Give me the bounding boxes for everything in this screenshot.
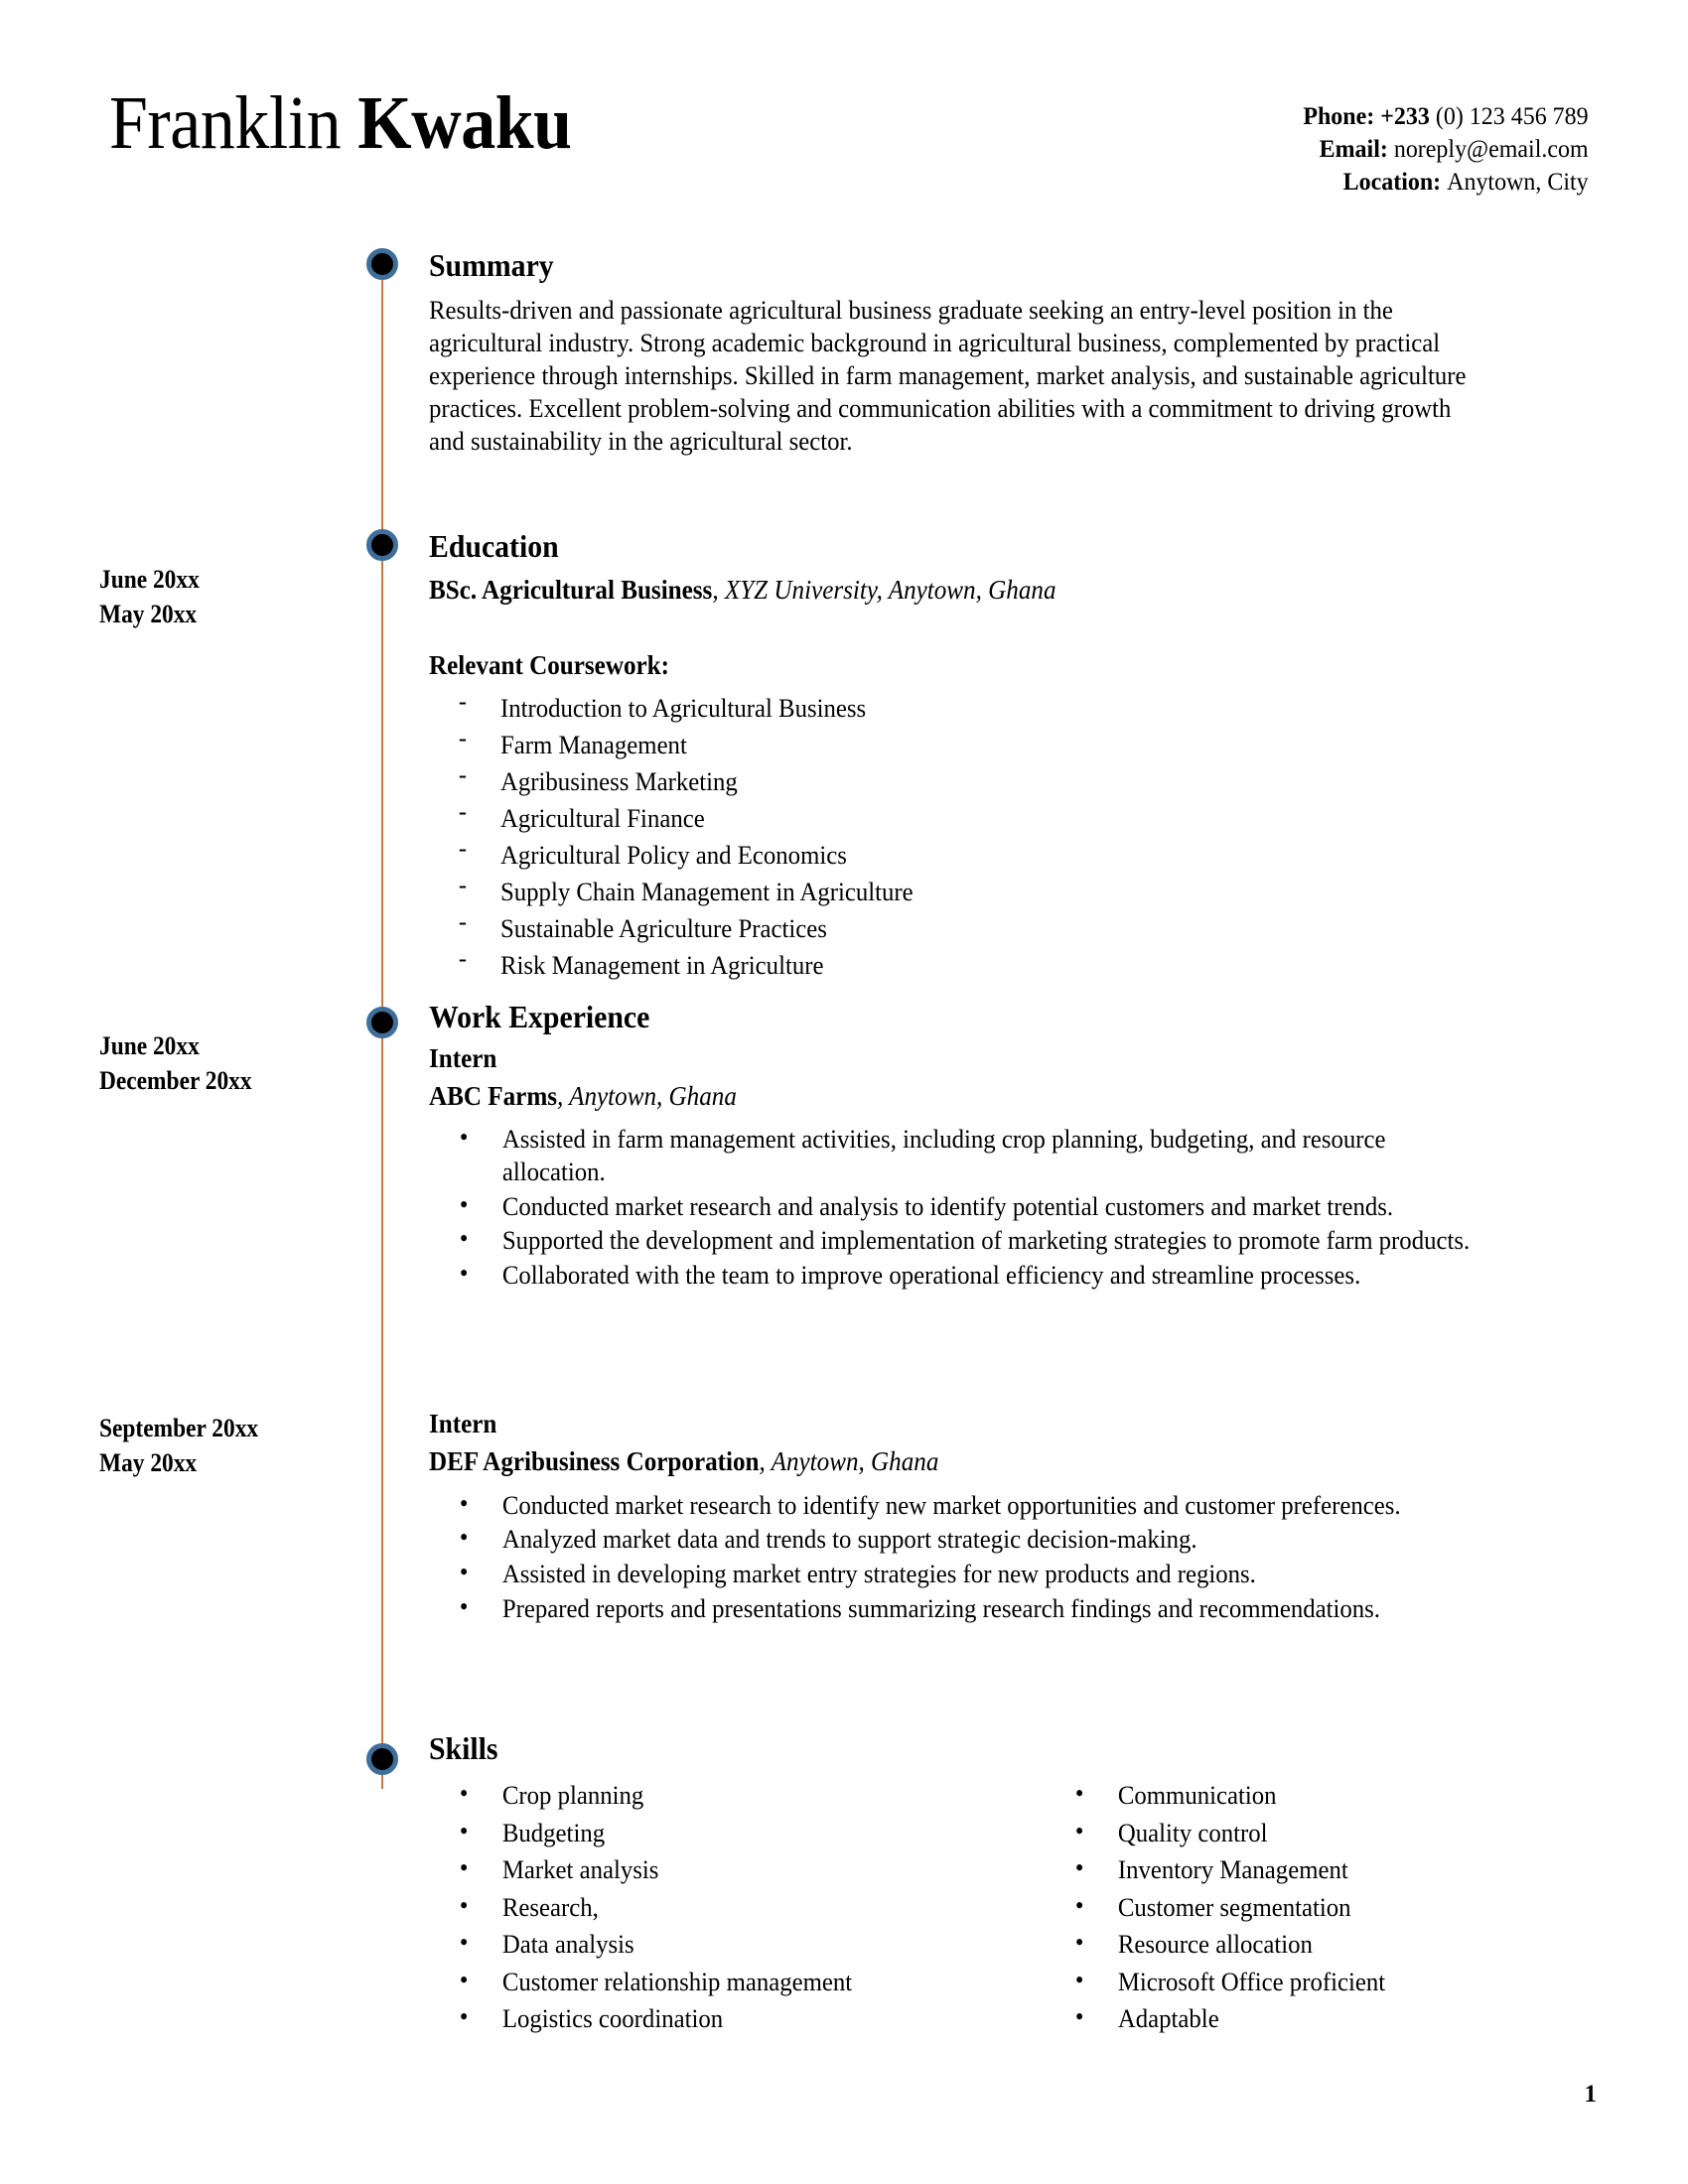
job-1-bullets [429,1123,1560,1292]
education-degree-line [429,574,1056,608]
candidate-name [109,81,572,165]
list-item: - Agricultural Policy and Economics [429,842,1059,869]
list-item: • Research, [429,1894,1005,1921]
location-value: Anytown, City [1447,167,1589,197]
contact-email [1304,132,1589,165]
list-item: • Quality control [1045,1820,1565,1846]
list-item: • Adaptable [1045,2005,1565,2032]
timeline-marker-skills [366,1743,398,1775]
list-item: • Communication [1045,1782,1565,1809]
page-number: 1 [1584,2081,1597,2108]
summary-heading: Summary [429,247,554,283]
list-item: - Agricultural Finance [429,805,1059,832]
list-item: • Assisted in developing market entry strategies for new products and regions. [429,1558,1486,1590]
list-item: • Collaborated with the team to improve operational efficiency and streamline processes. [429,1259,1486,1292]
skills-column-left [429,1782,1045,2043]
job-1-date-start: June 20xx [99,1031,200,1060]
phone-label: Phone: [1303,101,1375,130]
list-item: • Conducted market research and analysis to identify potential customers and market trends. [429,1190,1486,1223]
list-item: • Prepared reports and presentations summarizing research findings and recommendations. [429,1592,1486,1625]
skills-list-right [1045,1782,1601,2032]
list-item: • Customer segmentation [1045,1894,1565,1921]
phone-number: (0) 123 456 789 [1436,101,1589,130]
education-heading: Education [429,528,559,564]
section-work-experience [429,1000,1560,1294]
list-item: • Budgeting [429,1820,1005,1846]
job-1-dates [99,1029,341,1098]
job-1-role: Intern [429,1042,497,1073]
list-item: - Farm Management [429,732,1059,758]
job-2-date-start: September 20xx [99,1414,259,1442]
list-item: • Resource allocation [1045,1931,1565,1958]
list-item: • Supported the development and implementation of marketing strategies to promote farm products. [429,1224,1486,1257]
job-1-company: ABC Farms [429,1080,558,1111]
job-1-date-end: December 20xx [99,1065,252,1095]
job-2-company: DEF Agribusiness Corporation [429,1445,760,1476]
job-2-date-end: May 20xx [99,1447,198,1477]
job-1-company-line [429,1080,1480,1114]
list-item: - Sustainable Agriculture Practices [429,915,1059,942]
timeline-marker-work [366,1007,398,1038]
resume-header [0,81,1688,205]
list-item: - Risk Management in Agriculture [429,952,1059,979]
list-item: • Data analysis [429,1931,1005,1958]
contact-phone [1304,99,1589,132]
section-education [429,529,1103,989]
list-item: • Microsoft Office proficient [1045,1969,1565,1995]
education-dates [99,563,341,631]
summary-text: Results-driven and passionate agricultural business graduate seeking an entry-level position in the agricultural industry. Strong academic background in agricultural business, complemented by practical experience through internships. Skilled in farm management, market analysis, and sustainable agriculture practices. Excellent problem-solving and communication abilities with a commitment to driving growth and sustainability in the agricultural sector. [429,294,1467,456]
list-item: • Market analysis [429,1856,1005,1883]
job-2-bullets [429,1489,1560,1625]
education-date-start: June 20xx [99,565,200,594]
phone-country-code: +233 [1380,101,1431,130]
list-item: • Inventory Management [1045,1856,1565,1883]
job-1-location: , Anytown, Ghana [557,1080,737,1111]
education-degree: BSc. Agricultural Business [429,574,713,605]
timeline-marker-education [366,529,398,561]
list-item: • Analyzed market data and trends to support strategic decision-making. [429,1523,1486,1556]
job-2-company-line [429,1445,1480,1479]
skills-column-right [1045,1782,1601,2043]
section-summary [429,248,1541,458]
education-institution: , XYZ University, Anytown, Ghana [712,574,1056,605]
skills-heading: Skills [429,1730,498,1766]
first-name: Franklin [109,81,342,165]
list-item: • Logistics coordination [429,2005,1005,2032]
job-2-role: Intern [429,1409,497,1438]
job-2-dates [99,1412,341,1480]
timeline-marker-summary [366,248,398,280]
contact-location [1304,165,1589,198]
education-date-end: May 20xx [99,599,198,628]
email-label: Email: [1319,134,1389,164]
list-item: • Conducted market research to identify new market opportunities and customer preferences. [429,1489,1486,1522]
coursework-list [429,692,1103,980]
list-item: - Agribusiness Marketing [429,768,1059,795]
list-item: • Crop planning [429,1782,1005,1809]
skills-list-left [429,1782,1045,2032]
contact-info [1304,99,1589,198]
work-experience-heading: Work Experience [429,999,650,1034]
list-item: • Customer relationship management [429,1969,1005,1995]
list-item: - Supply Chain Management in Agriculture [429,879,1059,905]
job-2-location: , Anytown, Ghana [759,1445,939,1476]
list-item: - Introduction to Agricultural Business [429,695,1059,722]
list-item: • Assisted in farm management activities, including crop planning, budgeting, and resource allocation. [429,1123,1486,1187]
coursework-label: Relevant Coursework: [429,649,670,680]
email-value: noreply@email.com [1394,134,1589,164]
section-skills [429,1731,503,1767]
location-label: Location: [1342,167,1442,197]
job-2 [429,1408,1560,1626]
last-name: Kwaku [357,81,572,165]
